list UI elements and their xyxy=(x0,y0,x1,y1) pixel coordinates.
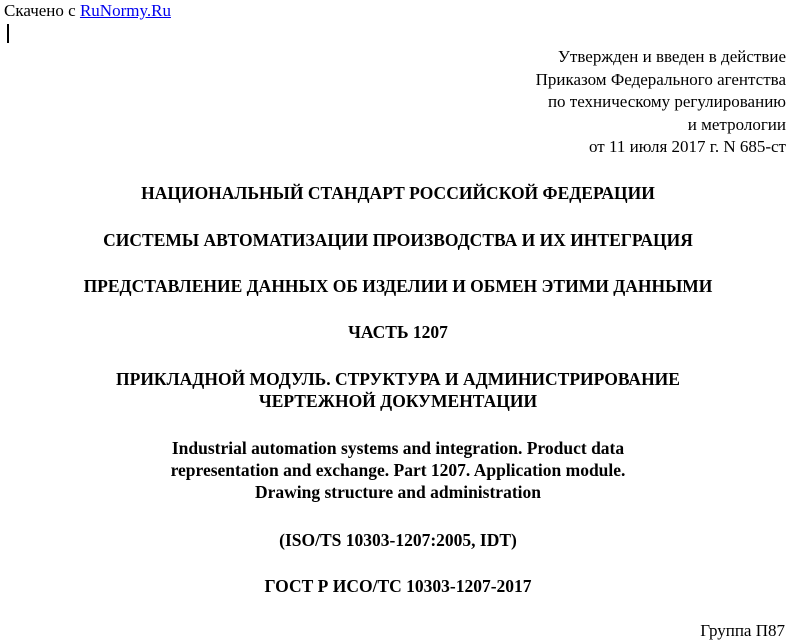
approval-line: от 11 июля 2017 г. N 685-ст xyxy=(589,137,786,157)
systems-heading: СИСТЕМЫ АВТОМАТИЗАЦИИ ПРОИЗВОДСТВА И ИХ ИНТЕГРАЦИЯ xyxy=(103,230,693,250)
module-title xyxy=(0,368,790,412)
source-prefix: Скачено с xyxy=(4,1,76,20)
iso-reference: (ISO/TS 10303-1207:2005, IDT) xyxy=(279,530,517,550)
english-title xyxy=(0,437,790,503)
classification-group: Группа П87 xyxy=(700,621,785,640)
english-title-line: Industrial automation systems and integration. Product data xyxy=(171,438,625,458)
approval-line: и метрологии xyxy=(687,114,786,134)
approval-line: Приказом Федерального агентства xyxy=(535,69,786,89)
source-line xyxy=(4,1,171,21)
module-title-line: ПРИКЛАДНОЙ МОДУЛЬ. СТРУКТУРА И АДМИНИСТРИРОВАНИЕ xyxy=(116,369,680,389)
approval-line: Утвержден и введен в действие xyxy=(557,47,786,66)
standard-heading: НАЦИОНАЛЬНЫЙ СТАНДАРТ РОССИЙСКОЙ ФЕДЕРАЦИИ xyxy=(141,183,655,203)
gost-designation: ГОСТ Р ИСО/ТС 10303-1207-2017 xyxy=(264,576,532,596)
representation-heading: ПРЕДСТАВЛЕНИЕ ДАННЫХ ОБ ИЗДЕЛИИ И ОБМЕН ЭТИМИ ДАННЫМИ xyxy=(83,276,713,296)
approval-line: по техническому регулированию xyxy=(547,92,786,112)
english-title-line: representation and exchange. Part 1207. Application module. xyxy=(170,460,626,480)
english-title-line: Drawing structure and administration xyxy=(254,482,541,502)
part-heading: ЧАСТЬ 1207 xyxy=(348,322,448,342)
approval-block xyxy=(536,46,786,159)
module-title-line: ЧЕРТЕЖНОЙ ДОКУМЕНТАЦИИ xyxy=(258,391,538,411)
source-link[interactable]: RuNormy.Ru xyxy=(79,1,171,20)
text-cursor xyxy=(7,24,9,43)
